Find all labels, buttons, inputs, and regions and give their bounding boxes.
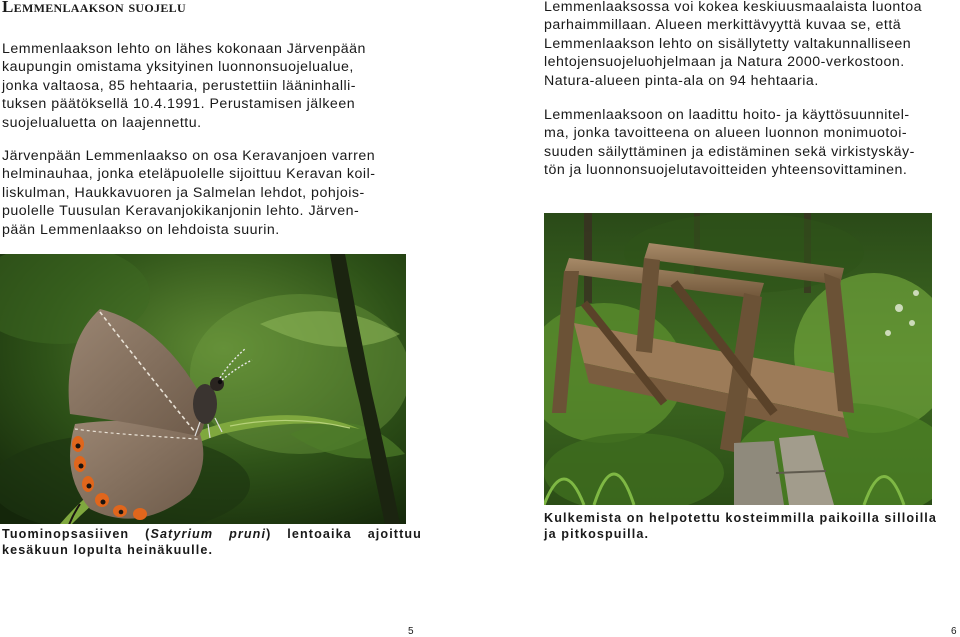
page-heading: Lemmenlaakson suojelu xyxy=(2,0,186,16)
species-name: Satyrium xyxy=(150,527,214,541)
page-number-right: 6 xyxy=(951,626,957,637)
caption-line-2: ja pitkospuilla. xyxy=(544,527,650,541)
page-number-left: 5 xyxy=(408,626,414,637)
caption-word: lentoaika xyxy=(287,527,352,541)
intro-paragraph: Lemmenlaakson lehto on lähes kokonaan Järvenpään kaupungin omistama yksityinen luonnonsuojelualue, jonka valtaosa, 85 hehtaaria, perustettiin lääninhalli- tuksen päätöksellä 10.4.1991. Perustamisen jälkeen suojelualuetta on laajennettu. xyxy=(2,41,366,131)
right-page xyxy=(480,0,960,637)
bench-caption xyxy=(544,510,960,542)
management-paragraph: Lemmenlaaksoon on laadittu hoito- ja käyttösuunnitel- ma, jonka tavoitteena on alueen luonnon monimuotoi- suuden säilyttäminen ja edistäminen sekä virkistyskäy- tön ja luonnonsuojelutavoitteiden yhteensovittaminen. xyxy=(544,107,915,179)
butterfly-caption xyxy=(2,526,422,558)
caption-word: Tuominopsasiiven xyxy=(2,527,130,541)
caption-line-1: Kulkemista on helpotettu kosteimmilla paikoilla silloilla xyxy=(544,511,938,525)
butterfly-photo-image xyxy=(0,254,406,524)
species-epithet: pruni xyxy=(229,527,267,541)
caption-line-2: kesäkuun lopulta heinäkuulle. xyxy=(2,543,214,557)
caption-line-1 xyxy=(2,526,422,542)
bench-photo-image xyxy=(544,213,932,505)
caption-word: (Satyrium xyxy=(145,527,214,541)
caption-word: pruni) xyxy=(229,527,272,541)
caption-word: ajoittuu xyxy=(367,527,422,541)
location-paragraph: Järvenpään Lemmenlaakso on osa Keravanjoen varren helminauhaa, jonka eteläpuolelle sijoittuu Keravan koil- liskulman, Haukkavuoren ja Salmelan lehdot, pohjois- puolelle Tuusulan Keravanjokikanjonin lehto. Järven- pään Lemmenlaakso on lehdoista suurin. xyxy=(2,148,376,238)
natura-paragraph: Lemmenlaaksossa voi kokea keskiuusmaalaista luontoa parhaimmillaan. Alueen merkittävyyttä kuvaa se, että Lemmenlaakson lehto on sisällytetty valtakunnalliseen lehtojensuojeluohjelmaan ja Natura 2000-verkostoon. Natura-alueen pinta-ala on 94 hehtaaria. xyxy=(544,0,923,89)
bench-photo xyxy=(544,213,932,505)
butterfly-photo xyxy=(0,254,406,524)
